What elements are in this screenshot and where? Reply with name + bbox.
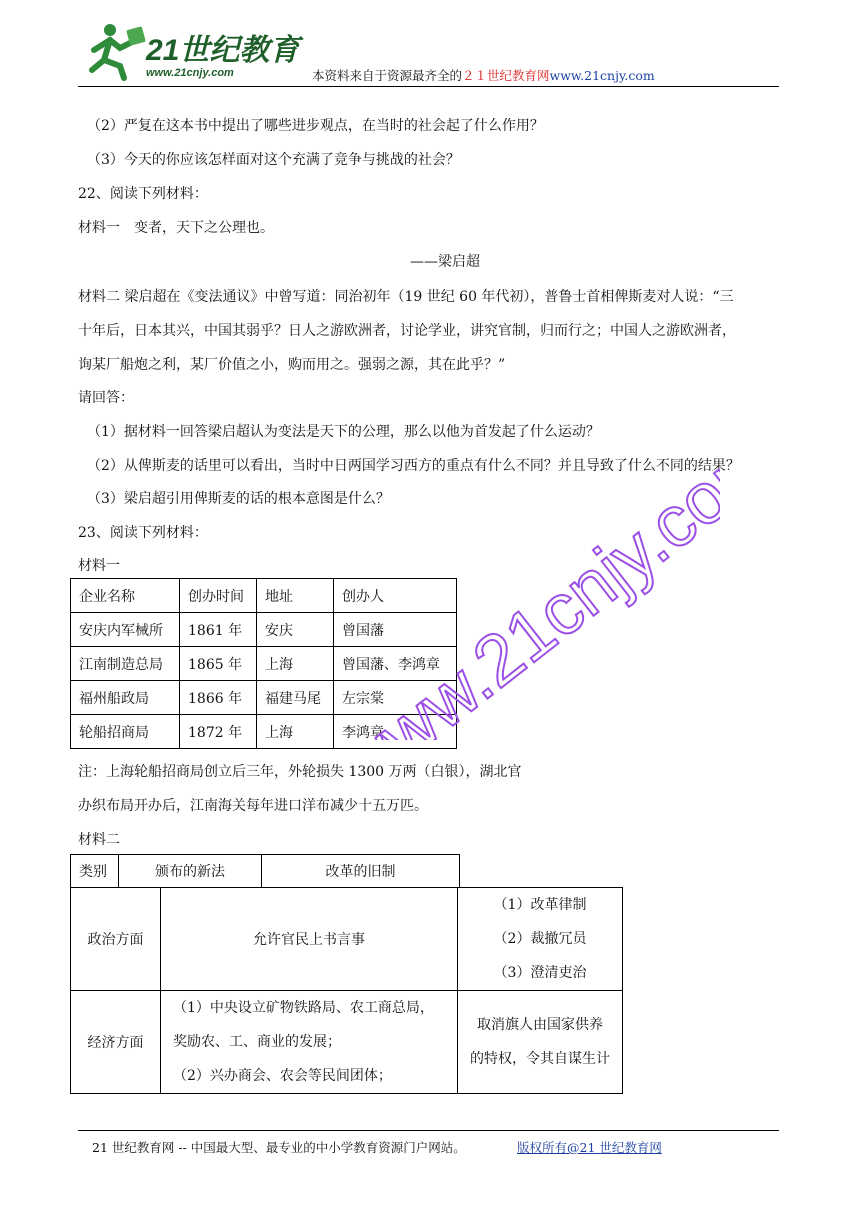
footer-divider [78,1130,779,1131]
table-cell: 左宗棠 [334,681,457,715]
runner-icon [92,24,146,78]
table-header-cell: 类别 [71,855,119,888]
table-header-row [71,855,460,888]
table-cell: 安庆内军械所 [71,613,180,647]
table-cell: 1866 年 [180,681,257,715]
question-21-3: （3）今天的你应该怎样面对这个充满了竞争与挑战的社会？ [87,152,460,168]
table-row [71,647,457,681]
economic-old-system [458,991,623,1094]
footer-copyright-link[interactable]: 版权所有@21 世纪教育网 [517,1140,662,1155]
header-source [312,66,655,84]
political-old-system [458,888,623,991]
logo-url: www.21cnjy.com [146,67,234,79]
table-cell: 江南制造总局 [71,647,180,681]
note-line-2: 办织布局开办后，江南海关每年进口洋布减少十五万匹。 [78,798,428,814]
table-cell: 福州船政局 [71,681,180,715]
table-cell: 曾国藩、李鸿章 [334,647,457,681]
material-1: 材料一 变者，天下之公理也。 [78,220,274,236]
site-logo [84,20,314,82]
table-cell: 上海 [257,647,334,681]
list-item: （3）澄清吏治 [493,965,587,981]
table-cell: 1865 年 [180,647,257,681]
economic-new-law [161,991,458,1094]
list-item: （1）改革律制 [493,897,587,913]
table-cell: 安庆 [257,613,334,647]
table-header-cell: 改革的旧制 [262,855,460,888]
table-cell: 曾国藩 [334,613,457,647]
list-item: 取消旗人由国家供养 [477,1017,603,1033]
question-22-title: 22、阅读下列材料： [78,186,208,202]
list-item: （2）裁撤冗员 [493,931,587,947]
material-23-2-label: 材料二 [78,832,120,848]
material-2-line-1: 材料二 梁启超在《变法通议》中曾写道：同治初年（19 世纪 60 年代初），普鲁士首相俾斯麦对人说：“三 [78,289,734,305]
table-header-row [71,579,457,613]
material-2-line-2: 十年后，日本其兴，中国其弱乎？日人之游欧洲者，讨论学业，讲究官制，归而行之；中国人之游欧洲者， [78,323,736,339]
table-cell: 李鸿章 [334,715,457,749]
question-22-3: （3）梁启超引用俾斯麦的话的根本意图是什么？ [87,491,390,507]
watermark-text: www.21cnjy.com [323,418,720,740]
table-header-cell: 颁布的新法 [119,855,262,888]
table-row [71,715,457,749]
table-row [71,613,457,647]
please-answer: 请回答： [78,390,134,406]
material-2-line-3: 询某厂船炮之利，某厂价值之小，购而用之。强弱之源，其在此乎？” [78,357,506,373]
table-cell: 福建马尾 [257,681,334,715]
question-23-title: 23、阅读下列材料： [78,525,208,541]
header-site-name: ２１世纪教育网 [462,68,550,83]
table-row [71,991,623,1094]
enterprise-table [70,578,457,749]
table-header-cell: 创办时间 [180,579,257,613]
question-21-2: （2）严复在这本书中提出了哪些进步观点，在当时的社会起了什么作用？ [87,118,544,134]
table-cell: 轮船招商局 [71,715,180,749]
category-political: 政治方面 [71,888,161,991]
table-row [71,888,623,991]
logo-text: 21世纪教育 [146,34,300,67]
list-item: 奖励农、工、商业的发展； [173,1034,341,1050]
list-item: 的特权，令其自谋生计 [470,1051,610,1067]
table-header-cell: 创办人 [334,579,457,613]
reform-table [70,887,623,1094]
table-header-cell: 企业名称 [71,579,180,613]
material-1-author: ——梁启超 [410,254,480,270]
material-23-1-label: 材料一 [78,558,120,574]
question-22-2: （2）从俾斯麦的话里可以看出，当时中日两国学习西方的重点有什么不同？并且导致了什么不同的结果？ [87,458,740,474]
list-item: （2）兴办商会、农会等民间团体； [173,1068,392,1084]
table-row [71,681,457,715]
table-cell: 1872 年 [180,715,257,749]
table-cell: 上海 [257,715,334,749]
table-cell: 1861 年 [180,613,257,647]
category-economic: 经济方面 [71,991,161,1094]
header-site-link[interactable]: www.21cnjy.com [549,68,655,83]
reform-table-header [70,854,460,888]
footer-site-description: 21 世纪教育网 -- 中国最大型、最专业的中小学教育资源门户网站。 [92,1140,466,1155]
question-22-1: （1）据材料一回答梁启超认为变法是天下的公理，那么以他为首发起了什么运动？ [87,424,600,440]
note-line-1: 注：上海轮船招商局创立后三年，外轮损失 1300 万两（白银），湖北官 [78,764,522,780]
table-header-cell: 地址 [257,579,334,613]
header-source-prefix: 本资料来自于资源最齐全的 [312,68,463,83]
header-divider [78,86,779,87]
political-new-law: 允许官民上书言事 [161,888,458,991]
list-item: （1）中央设立矿物铁路局、农工商总局， [173,1000,434,1016]
